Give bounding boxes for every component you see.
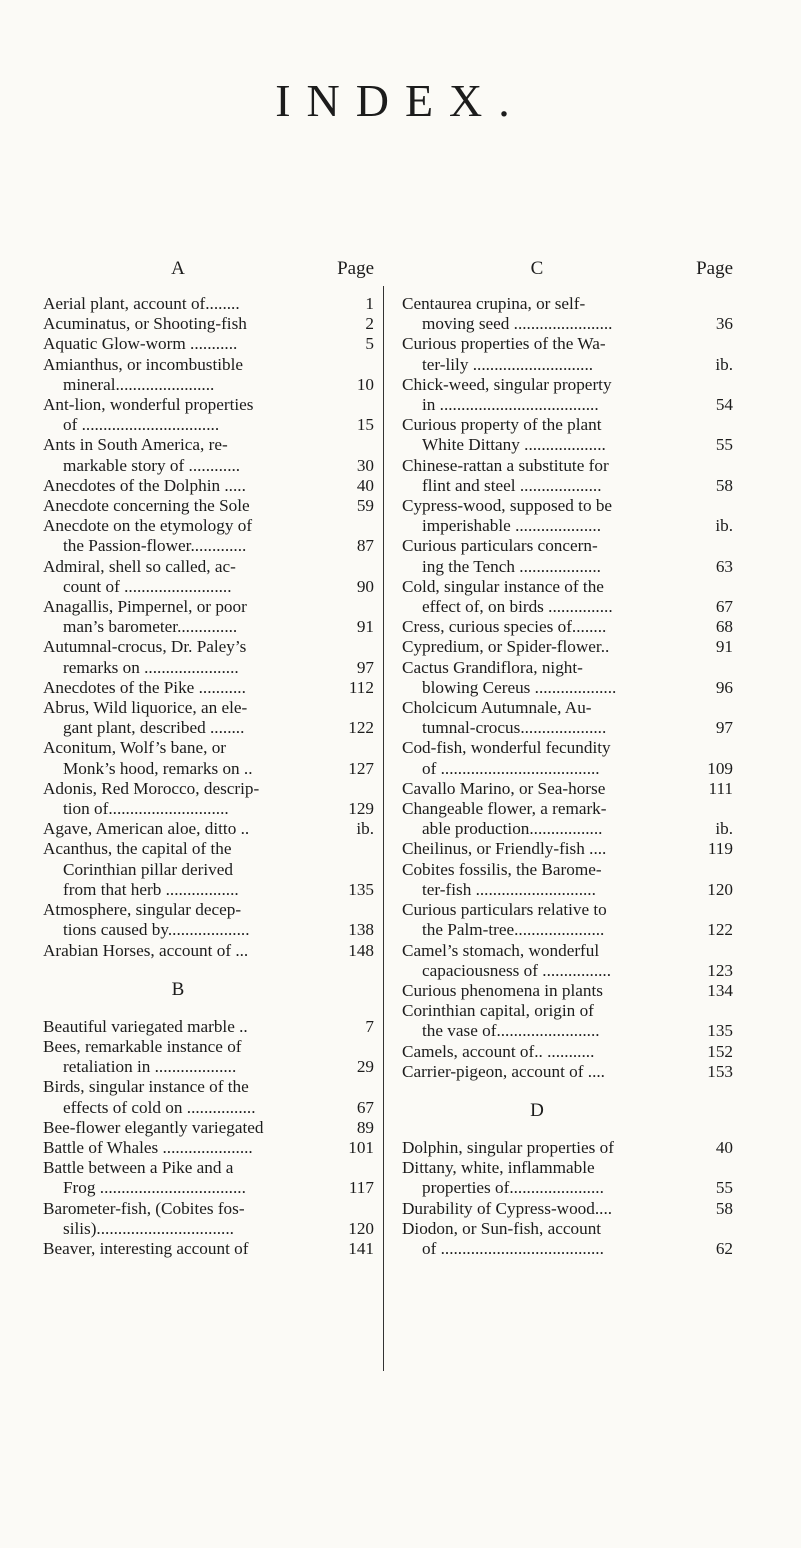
- page-number: 109: [707, 758, 733, 778]
- entry-text: ing the Tench ...................: [422, 556, 601, 576]
- entry-text: properties of......................: [422, 1178, 604, 1198]
- entry-text: Camel’s stomach, wonderful: [402, 940, 600, 960]
- entry-text: Birds, singular instance of the: [43, 1077, 249, 1097]
- index-entry: [402, 981, 733, 1001]
- entry-text: the Passion-flower.............: [63, 536, 247, 556]
- entry-text: the Palm-tree.....................: [422, 920, 605, 940]
- entry-text: Anecdotes of the Pike ...........: [43, 677, 246, 697]
- page-number: 87: [356, 536, 374, 556]
- entry-text: the vase of........................: [422, 1021, 600, 1041]
- page-number: 119: [707, 839, 733, 859]
- entry-text: markable story of ............: [63, 455, 241, 475]
- page-number: 129: [348, 799, 374, 819]
- index-entry: [43, 637, 374, 677]
- page-column-label: Page: [337, 258, 374, 279]
- index-entry: [402, 839, 733, 859]
- entry-text: Curious property of the plant: [402, 415, 602, 435]
- page-number: 123: [707, 960, 733, 980]
- index-entry: [43, 334, 374, 354]
- entry-text: gant plant, described ........: [63, 718, 245, 738]
- entry-text: Carrier-pigeon, account of ....: [402, 1061, 605, 1081]
- index-entry: [43, 678, 374, 698]
- entry-text: Acuminatus, or Shooting-fish: [43, 314, 247, 334]
- entry-text: count of .........................: [63, 576, 232, 596]
- index-entry: [402, 1042, 733, 1062]
- entry-text: remarks on ......................: [63, 657, 239, 677]
- index-entry: [43, 314, 374, 334]
- entry-text: moving seed .......................: [422, 314, 613, 334]
- index-entry: [43, 900, 374, 940]
- page-number: ib.: [715, 819, 733, 839]
- page-number: 40: [715, 1137, 733, 1157]
- entry-text: Acanthus, the capital of the: [43, 839, 232, 859]
- page-number: 153: [707, 1061, 733, 1081]
- entry-text: Anecdote concerning the Sole: [43, 496, 250, 516]
- page-number: 135: [707, 1021, 733, 1041]
- entry-text: Autumnal-crocus, Dr. Paley’s: [43, 637, 247, 657]
- page-number: 67: [715, 597, 733, 617]
- index-entry: [43, 1017, 374, 1037]
- index-entry: [402, 1158, 733, 1198]
- entry-text: Cheilinus, or Friendly-fish ....: [402, 839, 607, 859]
- index-entry: [402, 375, 733, 415]
- page-number: 1: [365, 294, 374, 313]
- section-letter: B: [171, 978, 185, 1000]
- entry-text: capaciousness of ................: [422, 960, 612, 980]
- index-entry: [43, 819, 374, 839]
- page-number: ib.: [356, 819, 374, 839]
- entry-text: Beautiful variegated marble ..: [43, 1016, 248, 1036]
- entry-text: Cobites fossilis, the Barome-: [402, 859, 602, 879]
- entry-text: ter-lily ............................: [422, 354, 594, 374]
- index-entry: [402, 294, 733, 334]
- index-entry: [402, 738, 733, 778]
- entry-text: Cactus Grandiflora, night-: [402, 657, 583, 677]
- page-number: 91: [356, 617, 374, 637]
- page-number: 5: [365, 334, 374, 354]
- entry-text: able production.................: [422, 819, 603, 839]
- page-number: 152: [707, 1041, 733, 1061]
- index-entry: [402, 799, 733, 839]
- entry-text: silis)................................: [63, 1218, 234, 1238]
- right-column: [402, 258, 733, 1259]
- index-entry: [43, 1118, 374, 1138]
- page-number: 30: [356, 455, 374, 475]
- entry-text: Changeable flower, a remark-: [402, 799, 607, 819]
- page-number: 135: [348, 879, 374, 899]
- index-entry: [43, 395, 374, 435]
- entry-text: blowing Cereus ...................: [422, 677, 617, 697]
- index-entry: [402, 617, 733, 637]
- index-entry: [43, 698, 374, 738]
- page-number: 120: [707, 879, 733, 899]
- page-number: 40: [356, 475, 374, 495]
- entry-text: Anecdote on the etymology of: [43, 516, 253, 536]
- entry-text: Arabian Horses, account of ...: [43, 940, 249, 960]
- index-entry: [43, 941, 374, 961]
- entry-text: Cod-fish, wonderful fecundity: [402, 738, 611, 758]
- entry-text: Ants in South America, re-: [43, 435, 228, 455]
- index-entry: [402, 1138, 733, 1158]
- page-number: 36: [715, 314, 733, 334]
- entry-text: retaliation in ...................: [63, 1057, 237, 1077]
- entry-text: Chinese-rattan a substitute for: [402, 455, 609, 475]
- page-number: 89: [356, 1117, 374, 1137]
- entry-text: Curious phenomena in plants: [402, 980, 603, 1000]
- page-number: 122: [707, 920, 733, 940]
- page-number: ib.: [715, 354, 733, 374]
- entry-text: Aquatic Glow-worm ...........: [43, 334, 238, 354]
- entry-text: from that herb .................: [63, 879, 239, 899]
- entry-text: tion of............................: [63, 799, 229, 819]
- entry-text: Chick-weed, singular property: [402, 374, 612, 394]
- entry-text: of ......................................: [422, 1238, 604, 1258]
- page-number: 138: [348, 920, 374, 940]
- entry-text: Battle between a Pike and a: [43, 1158, 234, 1178]
- entry-text: Bees, remarkable instance of: [43, 1036, 242, 1056]
- page-number: 55: [715, 435, 733, 455]
- page-number: 58: [715, 475, 733, 495]
- entry-text: effects of cold on ................: [63, 1097, 256, 1117]
- entry-text: man’s barometer..............: [63, 617, 238, 637]
- index-entry: [402, 415, 733, 455]
- page-number: 15: [356, 415, 374, 435]
- page-number: 96: [715, 677, 733, 697]
- page-number: 2: [365, 314, 374, 334]
- index-entry: [402, 1219, 733, 1259]
- entry-text: Agave, American aloe, ditto ..: [43, 819, 250, 839]
- entry-text: Admiral, shell so called, ac-: [43, 556, 236, 576]
- index-entry: [402, 456, 733, 496]
- entry-text: Aconitum, Wolf’s bane, or: [43, 738, 227, 758]
- entry-text: Monk’s hood, remarks on ..: [63, 758, 253, 778]
- index-entry: [402, 698, 733, 738]
- page-number: 67: [356, 1097, 374, 1117]
- index-entry: [43, 516, 374, 556]
- index-entry: [402, 577, 733, 617]
- entry-text: Centaurea crupina, or self-: [402, 294, 586, 313]
- entry-text: Dittany, white, inflammable: [402, 1158, 595, 1178]
- index-entry: [43, 294, 374, 314]
- entry-text: Curious properties of the Wa-: [402, 334, 606, 354]
- index-entry: [43, 779, 374, 819]
- page-number: 62: [715, 1238, 733, 1258]
- index-entry: [43, 355, 374, 395]
- entry-text: Cold, singular instance of the: [402, 576, 604, 596]
- entry-text: Cavallo Marino, or Sea-horse: [402, 778, 606, 798]
- index-entry: [43, 1037, 374, 1077]
- section-letter: C: [530, 258, 544, 279]
- page-number: ib.: [715, 516, 733, 536]
- index-entry: [43, 496, 374, 516]
- page-number: 120: [348, 1218, 374, 1238]
- index-entry: [402, 334, 733, 374]
- page-number: 7: [365, 1016, 374, 1036]
- entry-text: Adonis, Red Morocco, descrip-: [43, 778, 260, 798]
- page-number: 10: [356, 374, 374, 394]
- index-entry: [43, 1158, 374, 1198]
- entry-text: Cress, curious species of........: [402, 617, 607, 637]
- column-header: [402, 258, 733, 294]
- entry-text: Atmosphere, singular decep-: [43, 900, 242, 920]
- page-number: 55: [715, 1178, 733, 1198]
- entries: [402, 294, 733, 1259]
- page-number: 59: [356, 496, 374, 516]
- left-column: [43, 258, 374, 1259]
- page-number: 111: [708, 778, 733, 798]
- index-entry: [43, 1138, 374, 1158]
- index-entry: [402, 941, 733, 981]
- entry-text: Durability of Cypress-wood....: [402, 1198, 613, 1218]
- index-entry: [402, 658, 733, 698]
- entry-text: of .....................................: [422, 758, 600, 778]
- index-entry: [43, 557, 374, 597]
- entry-text: tumnal-crocus....................: [422, 718, 607, 738]
- entry-text: of ................................: [63, 415, 220, 435]
- entry-text: Corinthian pillar derived: [63, 859, 233, 879]
- entry-text: tions caused by...................: [63, 920, 250, 940]
- index-entry: [43, 597, 374, 637]
- entry-text: White Dittany ...................: [422, 435, 606, 455]
- page-number: 97: [715, 718, 733, 738]
- entry-text: flint and steel ...................: [422, 475, 602, 495]
- page-number: 122: [348, 718, 374, 738]
- index-entry: [402, 779, 733, 799]
- entry-text: Cholcicum Autumnale, Au-: [402, 698, 592, 718]
- column-header: [43, 258, 374, 294]
- page-number: 29: [356, 1057, 374, 1077]
- index-entry: [43, 738, 374, 778]
- index-entry: [43, 1077, 374, 1117]
- entry-text: Curious particulars relative to: [402, 900, 607, 920]
- section-letter: A: [171, 258, 185, 279]
- page-number: 90: [356, 576, 374, 596]
- page-number: 134: [707, 980, 733, 1000]
- page-number: 112: [348, 677, 374, 697]
- section-letter: D: [530, 1099, 544, 1121]
- page-number: 101: [348, 1137, 374, 1157]
- index-entry: [43, 839, 374, 900]
- entry-text: Dolphin, singular properties of: [402, 1137, 614, 1157]
- entry-text: Anecdotes of the Dolphin .....: [43, 475, 246, 495]
- page-number: 117: [348, 1178, 374, 1198]
- page-number: 91: [715, 637, 733, 657]
- index-entry: [402, 1062, 733, 1082]
- entry-text: ter-fish ............................: [422, 879, 596, 899]
- entry-text: Camels, account of.. ...........: [402, 1041, 595, 1061]
- index-entry: [402, 496, 733, 536]
- entry-text: Amianthus, or incombustible: [43, 354, 244, 374]
- entry-text: Abrus, Wild liquorice, an ele-: [43, 698, 248, 718]
- index-entry: [43, 1199, 374, 1239]
- entry-text: Curious particulars concern-: [402, 536, 598, 556]
- page-number: 97: [356, 657, 374, 677]
- page-number: 68: [715, 617, 733, 637]
- column-divider: [383, 286, 384, 1371]
- entry-text: Anagallis, Pimpernel, or poor: [43, 597, 247, 617]
- entry-text: Diodon, or Sun-fish, account: [402, 1218, 602, 1238]
- entry-text: in .....................................: [422, 395, 599, 415]
- entry-text: Beaver, interesting account of: [43, 1238, 249, 1258]
- page-number: 54: [715, 395, 733, 415]
- entry-text: Aerial plant, account of........: [43, 294, 240, 313]
- entry-text: Bee-flower elegantly variegated: [43, 1117, 264, 1137]
- index-entry: [402, 1001, 733, 1041]
- entry-text: mineral.......................: [63, 374, 215, 394]
- entry-text: Cypredium, or Spider-flower..: [402, 637, 610, 657]
- index-entry: [402, 1199, 733, 1219]
- entry-text: Barometer-fish, (Cobites fos-: [43, 1198, 245, 1218]
- index-entry: [402, 637, 733, 657]
- entry-text: Cypress-wood, supposed to be: [402, 496, 613, 516]
- index-entry: [402, 900, 733, 940]
- index-entry: [43, 435, 374, 475]
- entry-text: effect of, on birds ...............: [422, 597, 613, 617]
- entry-text: imperishable ....................: [422, 516, 602, 536]
- page-number: 63: [715, 556, 733, 576]
- page-number: 148: [348, 940, 374, 960]
- page-title: INDEX.: [275, 75, 526, 126]
- page-number: 127: [348, 758, 374, 778]
- page-number: 58: [715, 1198, 733, 1218]
- index-entry: [402, 860, 733, 900]
- entry-text: Battle of Whales .....................: [43, 1137, 253, 1157]
- index-entry: [402, 536, 733, 576]
- entries: [43, 294, 374, 1259]
- index-entry: [43, 476, 374, 496]
- entry-text: Ant-lion, wonderful properties: [43, 395, 254, 415]
- entry-text: Frog ..................................: [63, 1178, 246, 1198]
- page-number: 141: [348, 1238, 374, 1258]
- index-entry: [43, 1239, 374, 1259]
- page-column-label: Page: [696, 258, 733, 279]
- entry-text: Corinthian capital, origin of: [402, 1001, 594, 1021]
